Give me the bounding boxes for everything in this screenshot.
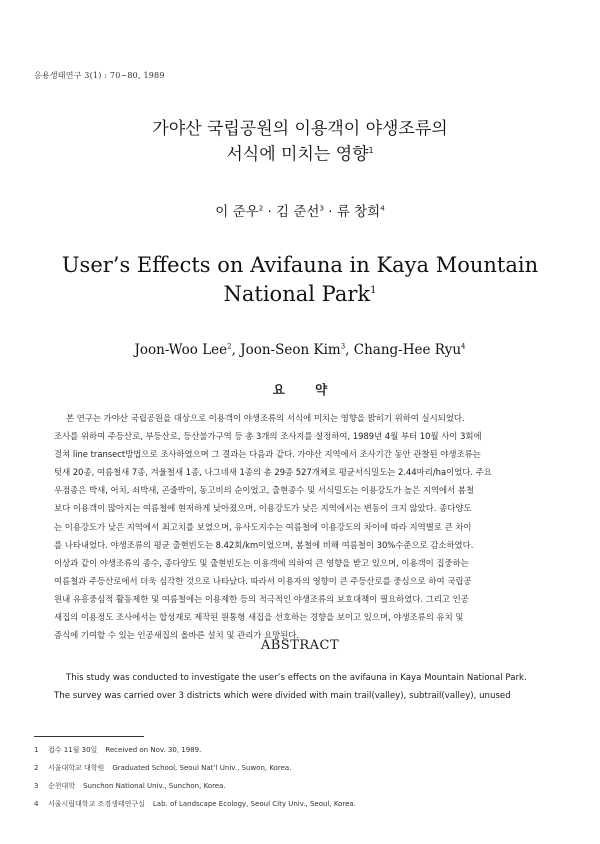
korean-author-2: 김 준선: [276, 204, 320, 220]
english-title: [0, 252, 600, 307]
korean-title-line-2-text: 서식에 미치는 영향: [226, 144, 369, 165]
korean-title: [0, 118, 600, 166]
korean-title-line-2: [0, 140, 600, 166]
footnote-2: [34, 759, 554, 777]
summary-line: 텃새 20종, 여름철새 7종, 겨울철새 1종, 나그네새 1종의 총 29종 527개체로 평균서식밀도는 2.44마리/ha이었다. 주요: [54, 467, 492, 478]
english-author-3: Chang-Hee Ryu: [353, 342, 462, 358]
korean-author-3: 류 창희: [336, 204, 381, 220]
footnote-english: Received on Nov. 30, 1989.: [105, 746, 202, 754]
summary-line: 여름철과 주등산로에서 더욱 심각한 것으로 나타났다. 따라서 이용자의 영향이 큰 주등산로를 중심으로 하여 국립공: [54, 575, 472, 586]
korean-summary: [54, 409, 550, 644]
summary-line: 본 연구는 가야산 국립공원을 대상으로 이용객이 야생조류의 서식에 미치는 영향을 밝히기 위하여 실시되었다.: [66, 413, 465, 423]
footnote-english: Lab. of Landscape Ecology, Seoul City Univ., Seoul, Korea.: [152, 800, 356, 808]
footnote-korean: 서울대학교 대학원: [48, 764, 105, 772]
english-author-1: Joon-Woo Lee: [134, 342, 228, 358]
journal-reference: 응용생태연구 3(1) : 70~80, 1989: [34, 71, 165, 80]
korean-title-line-1: 가야산 국립공원의 이용객이 야생조류의: [152, 119, 448, 139]
english-author-2-mark: 3: [340, 342, 346, 351]
footnote-1: [34, 741, 554, 759]
footnote-3: [34, 777, 554, 795]
footnote-number: 2: [34, 764, 39, 772]
footnote-number: 3: [34, 782, 39, 790]
summary-line: 걸쳐 line transect방법으로 조사하였으며 그 결과는 다음과 같다. 가야산 지역에서 조사기간 동안 관찰된 야생조류는: [54, 449, 481, 460]
english-title-line-2-text: National Park: [223, 282, 371, 306]
footnote-korean: 순천대학: [48, 782, 76, 790]
footnote-english: Sunchon National Univ., Sunchon, Korea.: [83, 782, 226, 790]
english-author-1-mark: 2: [227, 342, 232, 351]
english-authors: Joon-Woo Lee$^2$, Joon-Seon Kim$^3$, Chang-Hee Ryu$^4$: [134, 342, 466, 358]
korean-title-footnote-mark: 1: [368, 146, 374, 155]
footnote-number: 4: [34, 800, 39, 808]
english-title-footnote-mark: 1: [370, 285, 377, 296]
summary-line: 조사를 위하여 주등산로, 부등산로, 등산불가구역 등 총 3개의 조사지를 설정하여, 1989년 4월 부터 10월 사이 3회에: [54, 431, 482, 442]
footnote-english: Graduated School, Seoul Nat’l Univ., Suwon, Korea.: [112, 764, 292, 772]
english-author-3-mark: 4: [461, 342, 466, 351]
korean-authors: [0, 200, 600, 220]
summary-line: 보다 이용객이 많아지는 여름철에 현저하게 낮아졌으며, 이용강도가 낮은 지역에서는 변동이 크지 않았다. 종다양도: [54, 503, 472, 514]
abstract-heading: ABSTRACT: [260, 638, 340, 653]
summary-heading: 요 약: [272, 382, 328, 397]
korean-author-3-mark: 4: [380, 204, 385, 213]
summary-line: 새집의 이용정도 조사에서는 합성재로 제작된 원통형 새집을 선호하는 경향을 보이고 있으며, 야생조류의 유치 및: [54, 612, 464, 623]
footnote-divider: [34, 736, 144, 737]
abstract-line: This study was conducted to investigate the user’s effects on the avifauna in Kaya Mountain National Park.: [66, 673, 527, 683]
english-title-line-2: [0, 278, 600, 307]
summary-line: 증식에 기여할 수 있는 인공새집의 올바른 설치 및 관리가 요망된다.: [54, 630, 300, 641]
summary-line: 를 나타내었다. 야생조류의 평균 출현빈도는 8.42회/km이었으며, 봄철에 비해 여름철이 30%수준으로 감소하였다.: [54, 539, 474, 550]
summary-line: 이상과 같이 야생조류의 종수, 종다양도 및 출현빈도는 이용객에 의하여 큰 영향을 받고 있으며, 이용객이 집중하는: [54, 557, 469, 568]
korean-author-1: 이 준우: [215, 204, 259, 220]
korean-author-2-mark: 3: [319, 204, 324, 213]
english-title-line-1: User’s Effects on Avifauna in Kaya Mountain: [61, 253, 539, 277]
author-separator: ·: [263, 204, 277, 220]
footnote-number: 1: [34, 746, 39, 754]
english-author-2: Joon-Seon Kim: [240, 342, 341, 358]
english-abstract: [54, 669, 554, 705]
footnote-4: [34, 795, 554, 813]
korean-author-1-mark: 2: [258, 204, 264, 213]
footnote-korean: 서울시립대학교 조경생태연구실: [48, 800, 145, 808]
summary-line: 원내 유흥중심적 활동제한 및 여름철에는 이용제한 등의 적극적인 야생조류의 보호대책이 필요하였다. 그리고 인공: [54, 593, 469, 604]
footnotes: [34, 741, 554, 813]
author-separator: ·: [323, 204, 337, 220]
summary-line: 는 이용강도가 낮은 지역에서 최고치를 보였으며, 유사도지수는 여름철에 이용강도의 차이에 따라 지역별로 큰 차이: [54, 521, 472, 532]
abstract-line: The survey was carried over 3 districts which were divided with main trail(valley), subtrail(valley), unused: [54, 691, 511, 701]
summary-line: 우점종은 박새, 어치, 쇠박새, 곤줄박이, 동고비의 순이었고, 출현종수 및 서식밀도는 이용강도가 높은 지역에서 봄철: [54, 485, 475, 496]
footnote-korean: 접수 11월 30일: [48, 746, 98, 754]
